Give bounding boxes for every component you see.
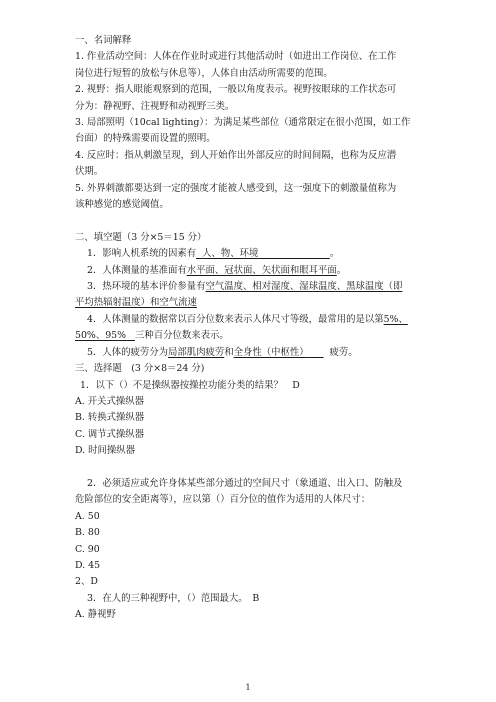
choice-question-2-stem-cont: 危险部位的安全距离等），应以第（）百分位的值作为适用的人体尺寸：	[75, 494, 371, 506]
section3-title: 三、选择题 (3 分×8＝24 分)	[75, 363, 205, 375]
fill-question-2	[75, 263, 435, 279]
definition-line: 5. 外界刺激都要达到一定的强度才能被人感受到，这一强度下的刺激量值称为	[75, 182, 397, 194]
question-text: 。	[336, 264, 347, 276]
choice-option: C. 调节式操纵器	[75, 428, 145, 440]
section1-title: 一、名词解释	[75, 35, 132, 46]
fill-question-4	[75, 312, 435, 328]
spacer	[75, 460, 435, 476]
definition-line: 2. 视野：指人眼能观察到的范围，一般以角度表示。视野按眼球的工作状态可	[75, 84, 397, 96]
question-text: 。	[329, 248, 340, 260]
definition-line: 伏期。	[75, 166, 104, 178]
choice-option: A. 开关式操纵器	[75, 395, 144, 407]
question-text: 三种百分位数来表示。	[135, 330, 229, 342]
answer-blank: 全身性（中枢性）	[233, 346, 309, 358]
question-text: 和	[224, 346, 234, 358]
fill-question-1	[75, 246, 435, 262]
definition-line: 岗位进行短暂的放松与休息等），人体自由活动所需要的范围。	[75, 67, 333, 79]
definition-line: 台面）的特殊需要而设置的照明。	[75, 133, 216, 145]
document-body	[75, 33, 435, 624]
answer-blank: 5%、	[383, 313, 408, 325]
page-number: 1	[245, 683, 251, 692]
answer-blank: 平均热辐射温度）和空气流速	[75, 297, 197, 309]
answer-blank: 水平面、冠状面、矢状面和眼耳平面	[186, 264, 337, 276]
choice-option: D. 45	[75, 559, 101, 571]
answer-blank: 50%、95%	[75, 330, 127, 342]
question-text: 1．影响人机系统的因素有	[87, 248, 197, 260]
question-text: 4．人体测量的数据常以百分位数来表示人体尺寸等级，最常用的是以第	[87, 313, 384, 325]
question-text: 疲劳。	[329, 346, 358, 358]
fill-question-5	[75, 345, 435, 361]
choice-answer: 2、D	[75, 576, 98, 588]
choice-question-1-stem: 1．以下（）不是操纵器按操控功能分类的结果？ D	[80, 379, 300, 391]
choice-option: B. 80	[75, 527, 100, 539]
definition-line: 分为：静视野、注视野和动视野三类。	[75, 100, 235, 112]
definition-line: 1. 作业活动空间：人体在作业时或进行其他活动时（如进出工作岗位、在工作	[75, 51, 397, 63]
choice-option: D. 时间操纵器	[75, 445, 136, 457]
definition-line: 3. 局部照明（10cal lighting）：为满足某些部位（通常限定在很小范围，如工作	[75, 117, 411, 129]
answer-blank: 人、物、环境	[202, 248, 259, 260]
fill-question-4-cont	[75, 328, 435, 344]
definition-line: 该种感觉的感觉阈值。	[75, 199, 169, 211]
spacer	[75, 213, 435, 229]
fill-question-3	[75, 279, 435, 295]
answer-blank: 局部肌肉疲劳	[167, 346, 225, 358]
choice-option: A. 静视野	[75, 609, 116, 621]
question-text: 5．人体的疲劳分为	[87, 346, 168, 358]
choice-option: A. 50	[75, 510, 100, 522]
answer-blank: 空气温度、相对湿度、湿球温度、黑球温度（即	[205, 281, 403, 293]
choice-option: C. 90	[75, 543, 100, 555]
choice-question-3-stem: 3．在人的三种视野中，（）范围最大。 B	[87, 592, 260, 604]
question-text: 2．人体测量的基准面有	[87, 264, 187, 276]
fill-question-3-cont	[75, 295, 435, 311]
section2-title: 二、填空题（3 分×5＝15 分）	[75, 231, 207, 243]
question-text: 3．热环境的基本评价参量有	[87, 281, 206, 293]
choice-option: B. 转换式操纵器	[75, 412, 145, 424]
choice-question-2-stem: 2．必须适应或允许身体某些部分通过的空间尺寸（象通道、出入口、防触及	[87, 477, 403, 489]
definition-line: 4. 反应时：指从刺激呈现，到人开始作出外部反应的时间间隔，也称为反应潜	[75, 149, 397, 161]
